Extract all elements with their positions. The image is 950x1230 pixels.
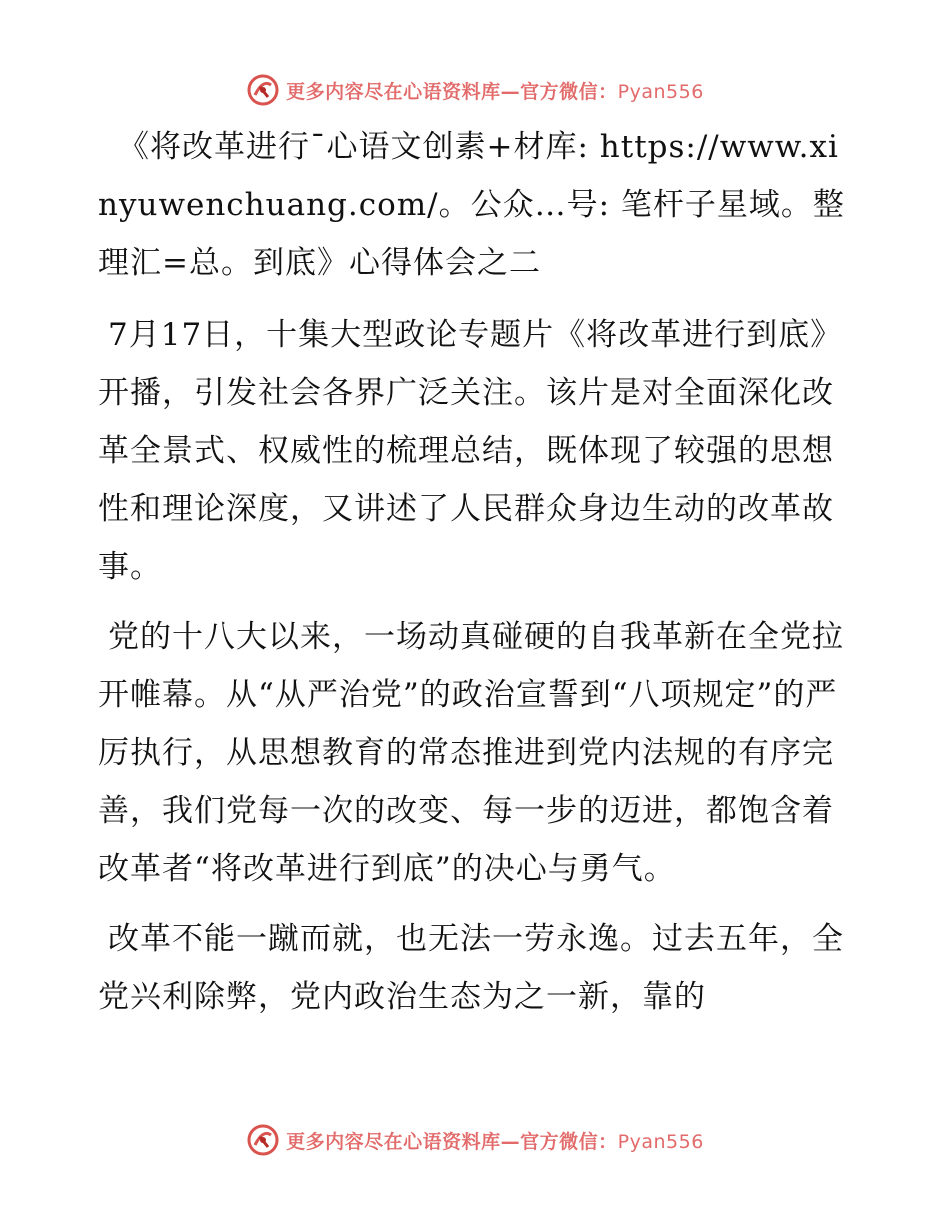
document-title: 《将改革进行¯心语文创素+材库: https://www.xinyuwenchuang.com/。公众…号: 笔杆子星域。整理汇=总。到底》心得体会之二 (98, 129, 845, 281)
header-banner (0, 70, 950, 110)
header-banner-inner (246, 73, 704, 107)
header-banner-account: Pyan556 (617, 80, 704, 103)
seal-logo-icon (246, 1123, 280, 1157)
document-body (98, 118, 858, 1038)
footer-banner (0, 1120, 950, 1160)
header-banner-text: 更多内容尽在心语资料库—官方微信：Pyan556 (286, 80, 704, 103)
footer-banner-text: 更多内容尽在心语资料库—官方微信：Pyan556 (286, 1130, 704, 1153)
paragraph-3: 改革不能一蹴而就，也无法一劳永逸。过去五年，全党兴利除弊，党内政治生态为之一新，靠的 (98, 921, 844, 1015)
seal-logo-icon (246, 73, 280, 107)
footer-banner-account: Pyan556 (617, 1130, 704, 1153)
footer-banner-inner (246, 1123, 704, 1157)
paragraph-1: 7月17日，十集大型政论专题片《将改革进行到底》开播，引发社会各界广泛关注。该片是对全面深化改革全景式、权威性的梳理总结，既体现了较强的思想性和理论深度，又讲述了人民群众身边生动的改革故事。 (98, 317, 843, 585)
paragraph-2: 党的十八大以来，一场动真碰硬的自我革新在全党拉开帷幕。从“从严治党”的政治宣誓到“八项规定”的严厉执行，从思想教育的常态推进到党内法规的有序完善，我们党每一次的改变、每一步的迈进，都饱含着改革者“将改革进行到底”的决心与勇气。 (98, 619, 844, 887)
